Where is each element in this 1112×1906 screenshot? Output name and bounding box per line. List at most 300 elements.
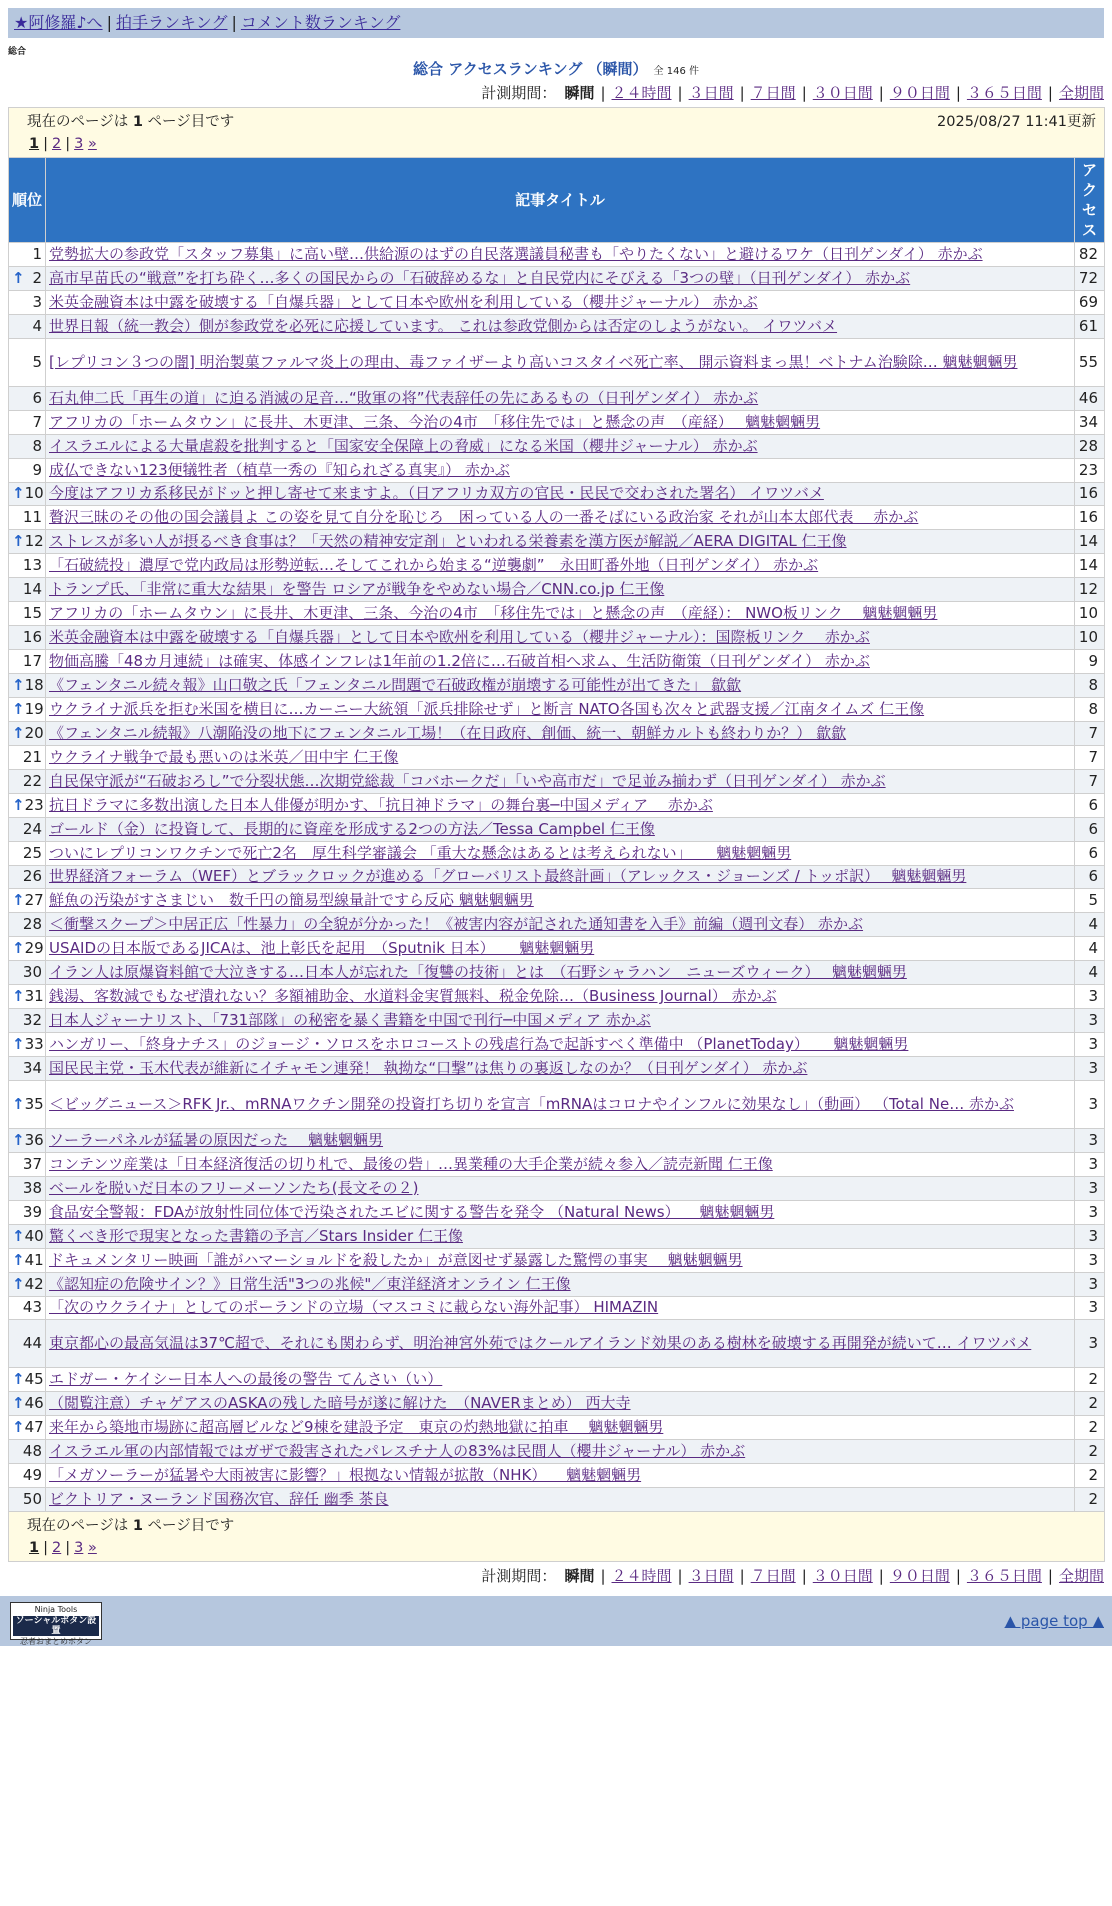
period-label: 計測期間： [481, 84, 557, 102]
article-link[interactable]: 抗日ドラマに多数出演した日本人俳優が明かす、「抗日神ドラマ」の舞台裏─中国メディア 赤かぶ [49, 795, 713, 814]
article-link[interactable]: ＜ビッグニュース＞RFK Jr.、mRNAワクチン開発の投資打ち切りを宣言「mRNAはコロナやインフルに効果なし」（動画） （Total Ne… 赤かぶ [49, 1094, 1014, 1113]
article-link[interactable]: 贅沢三昧のその他の国会議員よ この姿を見て自分を恥じろ 困っている人の一番そばにいる政治家 それが山本太郎代表 赤かぶ [49, 508, 919, 527]
access-count: 14 [1075, 530, 1105, 554]
access-count: 3 [1075, 1009, 1105, 1033]
table-row [9, 1272, 1105, 1296]
rank-cell [9, 434, 46, 458]
table-row [9, 674, 1105, 698]
period-separator: | [600, 84, 606, 102]
page-top-link[interactable]: ▲ page top ▲ [1004, 1612, 1104, 1631]
rank-cell [9, 913, 46, 937]
title-cell [46, 243, 1075, 267]
table-row [9, 865, 1105, 889]
table-row [9, 578, 1105, 602]
table-row [9, 266, 1105, 290]
access-count: 3 [1075, 985, 1105, 1009]
rank-up-arrow-icon: ↑ [12, 532, 25, 551]
ninja-tools-label: Ninja Tools [34, 1605, 78, 1615]
rank-number: 21 [22, 747, 42, 766]
rank-number: 16 [22, 628, 42, 647]
period-link[interactable]: ２４時間 [611, 84, 672, 102]
rank-cell [9, 602, 46, 626]
pager-next[interactable]: » [87, 1540, 97, 1557]
access-count: 28 [1075, 434, 1105, 458]
title-cell [46, 290, 1075, 314]
article-link[interactable]: 米英金融資本は中露を破壊する「自爆兵器」として日本や欧州を利用している（櫻井ジャーナル） 赤かぶ [49, 292, 758, 311]
period-current: 瞬間 [564, 1567, 595, 1586]
pager: 1 | 2 | 3 » [29, 1540, 97, 1557]
rank-number: 33 [24, 1035, 44, 1054]
title-cell [46, 1464, 1075, 1488]
period-link[interactable]: ３日間 [688, 84, 734, 102]
title-cell [46, 913, 1075, 937]
pager-page-3[interactable]: 3 [74, 1540, 84, 1557]
rank-up-arrow-icon: ↑ [12, 795, 25, 814]
access-count: 7 [1075, 745, 1105, 769]
rank-cell [9, 458, 46, 482]
access-count: 3 [1075, 1224, 1105, 1248]
pager-next[interactable]: » [87, 136, 97, 152]
article-link[interactable]: ゴールド（金）に投資して、長期的に資産を形成する2つの方法／Tessa Campbel 仁王像 [49, 819, 655, 838]
article-link[interactable]: 《フェンタニル続々報》山口敬之氏「フェンタニル問題で石破政権が崩壊する可能性が出てきた」 歙歙 [49, 675, 742, 694]
access-count: 14 [1075, 554, 1105, 578]
article-link[interactable]: （閲覧注意）チャゲアスのASKAの残した暗号が遂に解けた （NAVERまとめ） 西大寺 [49, 1394, 631, 1413]
period-link[interactable]: ３０日間 [812, 1567, 873, 1586]
nav-separator: | [106, 13, 112, 32]
rank-cell [9, 314, 46, 338]
ranking-heading [0, 59, 1112, 79]
rank-number: 7 [32, 412, 42, 431]
rank-cell [9, 1152, 46, 1176]
table-row [9, 530, 1105, 554]
rank-up-arrow-icon: ↑ [12, 1094, 25, 1113]
rank-number: 29 [24, 939, 44, 958]
rank-cell [9, 697, 46, 721]
title-cell [46, 1200, 1075, 1224]
rank-number: 2 [32, 268, 42, 287]
access-count: 61 [1075, 314, 1105, 338]
rank-up-arrow-icon: ↑ [12, 1226, 25, 1245]
rank-up-arrow-icon: ↑ [12, 1274, 25, 1293]
article-link[interactable]: トランプ氏、「非常に重大な結果」を警告 ロシアが戦争をやめない場合／CNN.co.jp 仁王像 [49, 580, 665, 599]
access-count: 23 [1075, 458, 1105, 482]
period-link[interactable]: ７日間 [750, 84, 796, 102]
title-cell [46, 1057, 1075, 1081]
access-count: 9 [1075, 650, 1105, 674]
period-separator: | [677, 1567, 683, 1586]
rank-cell [9, 482, 46, 506]
page-title: 総合 アクセスランキング （瞬間） [413, 60, 648, 78]
table-row [9, 1368, 1105, 1392]
comment-ranking-link[interactable]: コメント数ランキング [240, 13, 401, 32]
period-separator: | [878, 1567, 884, 1586]
rank-cell [9, 1296, 46, 1320]
page-status: 現在のページは 1 ページ目です [27, 1518, 235, 1535]
rank-cell [9, 530, 46, 554]
rank-number: 10 [24, 484, 44, 503]
rank-cell [9, 1368, 46, 1392]
rank-number: 34 [22, 1058, 42, 1077]
article-link[interactable]: [レプリコン３つの闇] 明治製菓ファルマ炎上の理由、毒ファイザーより高いコスタイベ死亡率、 開示資料まっ黒！ベトナム治験除… 魑魅魍魎男 [49, 352, 1018, 371]
rank-cell [9, 1488, 46, 1512]
article-link[interactable]: 成仏できない123便犠牲者（植草一秀の『知られざる真実』） 赤かぶ [49, 460, 510, 479]
table-row [9, 817, 1105, 841]
rank-up-arrow-icon: ↑ [12, 723, 25, 742]
rank-cell [9, 554, 46, 578]
period-link[interactable]: ３日間 [688, 1567, 734, 1586]
updated-timestamp: 2025/08/27 11:41更新 [937, 114, 1096, 130]
rank-up-arrow-icon: ↑ [12, 1130, 25, 1149]
table-row [9, 554, 1105, 578]
rank-number: 6 [32, 388, 42, 407]
article-link[interactable]: 驚くべき形で現実となった書籍の予言／Stars Insider 仁王像 [49, 1226, 463, 1245]
access-count: 6 [1075, 865, 1105, 889]
access-count: 16 [1075, 482, 1105, 506]
article-link[interactable]: 日本人ジャーナリスト、「731部隊」の秘密を暴く書籍を中国で刊行─中国メディア 赤かぶ [49, 1011, 651, 1030]
period-label: 計測期間： [481, 1567, 557, 1586]
rank-number: 23 [24, 795, 44, 814]
rank-number: 8 [32, 436, 42, 455]
access-count: 16 [1075, 506, 1105, 530]
access-count: 82 [1075, 243, 1105, 267]
table-row [9, 338, 1105, 386]
rank-cell [9, 1057, 46, 1081]
access-count: 55 [1075, 338, 1105, 386]
rank-up-arrow-icon: ↑ [12, 1250, 25, 1269]
rank-number: 30 [22, 963, 42, 982]
access-count: 10 [1075, 626, 1105, 650]
article-link[interactable]: 銭湯、客数減でもなぜ潰れない？多額補助金、水道料金実質無料、税金免除…（Business Journal） 赤かぶ [49, 987, 777, 1006]
access-count: 34 [1075, 410, 1105, 434]
title-cell [46, 410, 1075, 434]
period-separator: | [1047, 84, 1053, 102]
title-cell [46, 1176, 1075, 1200]
rank-cell [9, 889, 46, 913]
rank-cell [9, 721, 46, 745]
access-count: 3 [1075, 1128, 1105, 1152]
rank-number: 31 [24, 987, 44, 1006]
rank-up-arrow-icon: ↑ [12, 484, 25, 503]
table-row [9, 1464, 1105, 1488]
period-link[interactable]: 全期間 [1058, 84, 1104, 102]
rank-number: 20 [24, 723, 44, 742]
rank-number: 3 [32, 292, 42, 311]
table-row [9, 1176, 1105, 1200]
period-link[interactable]: ７日間 [750, 1567, 796, 1586]
table-row [9, 745, 1105, 769]
access-count: 2 [1075, 1392, 1105, 1416]
rank-number: 27 [24, 891, 44, 910]
article-link[interactable]: アフリカの「ホームタウン」に長井、木更津、三条、今治の4市 「移住先では」と懸念の声 （産経）： NWO板リンク 魑魅魍魎男 [49, 604, 938, 623]
title-cell [46, 1224, 1075, 1248]
title-cell [46, 1248, 1075, 1272]
article-link[interactable]: 高市早苗氏の“戦意”を打ち砕く…多くの国民からの「石破辞めるな」と自民党内にそびえる「3つの壁」（日刊ゲンダイ） 赤かぶ [49, 268, 911, 287]
title-cell [46, 530, 1075, 554]
table-row [9, 1392, 1105, 1416]
rank-number: 5 [32, 352, 42, 371]
period-separator: | [801, 1567, 807, 1586]
rank-cell [9, 650, 46, 674]
rank-cell [9, 817, 46, 841]
table-row [9, 1320, 1105, 1368]
article-link[interactable]: 自民保守派が“石破おろし”で分裂状態…次期党総裁「コバホークだ」「いや高市だ」で足並み揃わず（日刊ゲンダイ） 赤かぶ [49, 771, 886, 790]
article-link[interactable]: 米英金融資本は中露を破壊する「自爆兵器」として日本や欧州を利用している（櫻井ジャーナル）：国際板リンク 赤かぶ [49, 628, 870, 647]
article-link[interactable]: イスラエルによる大量虐殺を批判すると「国家安全保障上の脅威」になる米国（櫻井ジャーナル） 赤かぶ [49, 436, 758, 455]
period-link[interactable]: 全期間 [1058, 1567, 1104, 1586]
rank-cell [9, 1200, 46, 1224]
access-count: 46 [1075, 386, 1105, 410]
rank-cell [9, 626, 46, 650]
article-link[interactable]: ソーラーパネルが猛暑の原因だった 魑魅魍魎男 [49, 1130, 384, 1149]
access-count: 3 [1075, 1272, 1105, 1296]
article-link[interactable]: 来年から築地市場跡に超高層ビルなど9棟を建設予定 東京の灼熱地獄に拍車 魑魅魍魎男 [49, 1418, 664, 1437]
pager-page-2[interactable]: 2 [51, 1540, 62, 1557]
table-row [9, 1296, 1105, 1320]
table-row [9, 1488, 1105, 1512]
rank-number: 46 [24, 1394, 44, 1413]
article-link[interactable]: 「石破続投」濃厚で党内政局は形勢逆転…そしてこれから始まる“逆襲劇” 永田町番外地（日刊ゲンダイ） 赤かぶ [49, 556, 819, 575]
table-row [9, 1009, 1105, 1033]
article-link[interactable]: ビクトリア・ヌーランド国務次官、辞任 幽季 茶良 [49, 1490, 389, 1509]
pager-current: 1 [29, 1540, 40, 1557]
article-link[interactable]: 食品安全警報：FDAが放射性同位体で汚染されたエビに関する警告を発令 （Natural News） 魑魅魍魎男 [49, 1202, 775, 1221]
rank-up-arrow-icon: ↑ [12, 987, 25, 1006]
ninja-main-label: ソーシャルボタン設置 [13, 1616, 99, 1636]
article-link[interactable]: エドガー・ケイシー日本人への最後の警告 てんさい（い） [49, 1370, 443, 1389]
access-count: 7 [1075, 721, 1105, 745]
access-count: 2 [1075, 1416, 1105, 1440]
title-cell [46, 985, 1075, 1009]
title-cell [46, 1488, 1075, 1512]
article-link[interactable]: ベールを脱いだ日本のフリーメーソンたち(長文その２) [49, 1178, 419, 1197]
rank-cell [9, 338, 46, 386]
title-cell [46, 697, 1075, 721]
rank-cell [9, 674, 46, 698]
rank-cell [9, 1464, 46, 1488]
article-link[interactable]: 「次のウクライナ」としてのポーランドの立場（マスコミに載らない海外記事） HIMAZIN [49, 1298, 659, 1317]
access-count: 8 [1075, 697, 1105, 721]
rank-number: 28 [22, 915, 42, 934]
article-link[interactable]: 「メガソーラーが猛暑や大雨被害に影響？」根拠ない情報が拡散（NHK） 魑魅魍魎男 [49, 1466, 642, 1485]
title-cell [46, 1080, 1075, 1128]
rank-cell [9, 1009, 46, 1033]
title-cell [46, 1440, 1075, 1464]
pager: 1 | 2 | 3 » [29, 136, 97, 152]
title-cell [46, 1033, 1075, 1057]
access-count: 3 [1075, 1248, 1105, 1272]
rank-cell [9, 1248, 46, 1272]
title-cell [46, 721, 1075, 745]
rank-number: 42 [24, 1274, 44, 1293]
access-count: 7 [1075, 769, 1105, 793]
article-link[interactable]: イスラエル軍の内部情報ではガザで殺害されたパレスチナ人の83%は民間人（櫻井ジャーナル） 赤かぶ [49, 1442, 746, 1461]
access-count: 3 [1075, 1033, 1105, 1057]
access-count: 10 [1075, 602, 1105, 626]
clap-ranking-link[interactable]: 拍手ランキング [115, 13, 228, 32]
rank-number: 47 [24, 1418, 44, 1437]
rank-number: 18 [24, 675, 44, 694]
period-link[interactable]: ３６５日間 [966, 1567, 1042, 1586]
article-link[interactable]: USAIDの日本版であるJICAは、池上彰氏を起用 （Sputnik 日本） 魑魅魍魎男 [49, 939, 595, 958]
rank-column-header: 順位 [9, 158, 46, 243]
rank-number: 37 [22, 1154, 42, 1173]
access-count: 3 [1075, 1296, 1105, 1320]
table-row [9, 1200, 1105, 1224]
period-separator: | [677, 84, 683, 102]
rank-up-arrow-icon: ↑ [12, 675, 25, 694]
title-cell [46, 506, 1075, 530]
period-separator: | [878, 84, 884, 102]
access-count: 3 [1075, 1320, 1105, 1368]
period-current: 瞬間 [564, 84, 595, 102]
access-count: 6 [1075, 817, 1105, 841]
article-link[interactable]: ハンガリー、「終身ナチス」のジョージ・ソロスをホロコーストの残虐行為で起訴すべく準備中 （PlanetToday） 魑魅魍魎男 [49, 1035, 909, 1054]
title-cell [46, 769, 1075, 793]
article-link[interactable]: 《認知症の危険サイン？》日常生活"3つの兆候"／東洋経済オンライン 仁王像 [49, 1274, 571, 1293]
rank-number: 24 [22, 819, 42, 838]
title-cell [46, 626, 1075, 650]
rank-cell [9, 1392, 46, 1416]
table-row [9, 290, 1105, 314]
table-row [9, 721, 1105, 745]
period-link[interactable]: ３６５日間 [966, 84, 1042, 102]
rank-up-arrow-icon: ↑ [12, 699, 25, 718]
access-count: 3 [1075, 1080, 1105, 1128]
rank-cell [9, 1176, 46, 1200]
title-cell [46, 266, 1075, 290]
table-row [9, 1416, 1105, 1440]
ninja-sub-label: 忍者おまとめボタン [20, 1637, 92, 1647]
rank-up-arrow-icon: ↑ [12, 1035, 25, 1054]
page-info-footer [9, 1512, 1105, 1562]
article-link[interactable]: 世界経済フォーラム（WEF）とブラックロックが進める「グローバリスト最終計画」（アレックス・ジョーンズ / トッポ訳） 魑魅魍魎男 [49, 867, 967, 886]
rank-cell [9, 506, 46, 530]
access-count: 5 [1075, 889, 1105, 913]
period-selector [0, 82, 1104, 104]
pager-current: 1 [29, 136, 40, 152]
table-row [9, 314, 1105, 338]
rank-cell [9, 1224, 46, 1248]
rank-up-arrow-icon: ↑ [12, 939, 25, 958]
rank-number: 4 [32, 316, 42, 335]
rank-number: 25 [22, 843, 42, 862]
article-link[interactable]: 《フェンタニル続報》八潮陥没の地下にフェンタニル工場！（在日政府、創価、統一、朝鮮カルトも終わりか？） 歙歙 [49, 723, 847, 742]
ninja-tools-badge[interactable] [10, 1602, 102, 1647]
table-row [9, 434, 1105, 458]
period-link[interactable]: ９０日間 [889, 1567, 950, 1586]
title-column-header: 記事タイトル [46, 158, 1075, 243]
title-cell [46, 865, 1075, 889]
table-row [9, 410, 1105, 434]
article-link[interactable]: 鮮魚の汚染がすさまじい 数千円の簡易型線量計ですら反応 魑魅魍魎男 [49, 891, 534, 910]
article-link[interactable]: 石丸伸二氏「再生の道」に迫る消滅の足音…“敗軍の将”代表辞任の先にあるもの（日刊ゲンダイ） 赤かぶ [49, 388, 759, 407]
rank-cell [9, 793, 46, 817]
pager-page-3[interactable]: 3 [74, 136, 84, 152]
period-link[interactable]: ３０日間 [812, 84, 873, 102]
title-cell [46, 338, 1075, 386]
access-count: 3 [1075, 1057, 1105, 1081]
page-status: 現在のページは 1 ページ目です [27, 114, 235, 130]
period-separator: | [600, 1567, 606, 1586]
table-row [9, 841, 1105, 865]
table-row [9, 650, 1105, 674]
rank-up-arrow-icon: ↑ [12, 891, 25, 910]
rank-number: 44 [22, 1334, 42, 1353]
rank-number: 12 [24, 532, 44, 551]
title-cell [46, 650, 1075, 674]
table-row [9, 1224, 1105, 1248]
article-link[interactable]: コンテンツ産業は「日本経済復活の切り札で、最後の砦」…異業種の大手企業が続々参入／読売新聞 仁王像 [49, 1154, 773, 1173]
table-row [9, 1440, 1105, 1464]
rank-number: 49 [22, 1466, 42, 1485]
period-link[interactable]: ９０日間 [889, 84, 950, 102]
article-link[interactable]: ウクライナ派兵を拒む米国を横目に…カーニー大統領「派兵排除せず」と断言 NATO各国も次々と武器支援／江南タイムズ 仁王像 [49, 699, 925, 718]
rank-number: 50 [22, 1490, 42, 1509]
rank-number: 48 [22, 1442, 42, 1461]
article-link[interactable]: ドキュメンタリー映画「誰がハマーショルドを殺したか」が意図せず暴露した驚愕の事実 魑魅魍魎男 [49, 1250, 743, 1269]
rank-cell [9, 961, 46, 985]
article-link[interactable]: 党勢拡大の参政党「スタッフ募集」に高い壁…供給源のはずの自民落選議員秘書も「やりたくない」と避けるワケ（日刊ゲンダイ） 赤かぶ [49, 244, 983, 263]
period-link[interactable]: ２４時間 [611, 1567, 672, 1586]
title-cell [46, 1152, 1075, 1176]
rank-number: 14 [22, 580, 42, 599]
article-link[interactable]: アフリカの「ホームタウン」に長井、木更津、三条、今治の4市 「移住先では」と懸念の声 （産経） 魑魅魍魎男 [49, 412, 821, 431]
pager-page-2[interactable]: 2 [51, 136, 62, 152]
article-link[interactable]: ついにレプリコンワクチンで死亡2名 厚生科学審議会 「重大な懸念はあるとは考えられない」 魑魅魍魎男 [49, 843, 792, 862]
nav-separator: | [231, 13, 237, 32]
rank-cell [9, 841, 46, 865]
rank-number: 15 [22, 604, 42, 623]
table-row [9, 889, 1105, 913]
title-cell [46, 386, 1075, 410]
table-row [9, 458, 1105, 482]
article-link[interactable]: ストレスが多い人が摂るべき食事は？「天然の精神安定剤」といわれる栄養素を漢方医が解説／AERA DIGITAL 仁王像 [49, 532, 847, 551]
rank-up-arrow-icon: ↑ [12, 1394, 25, 1413]
period-separator: | [739, 84, 745, 102]
table-row [9, 1033, 1105, 1057]
article-link[interactable]: 今度はアフリカ系移民がドッと押し寄せて来ますよ。（日アフリカ双方の官民・民民で交わされた署名） イワツバメ [49, 484, 824, 503]
article-link[interactable]: 世界日報（統一教会）側が参政党を必死に応援しています。 これは参政党側からは否定のしようがない。 イワツバメ [49, 316, 838, 335]
article-link[interactable]: 国民民主党・玉木代表が維新にイチャモン連発！ 執拗な“口撃”は焦りの裏返しなのか？（日刊ゲンダイ） 赤かぶ [49, 1058, 808, 1077]
rank-up-arrow-icon: ↑ [12, 268, 25, 287]
rank-cell [9, 1272, 46, 1296]
title-cell [46, 1296, 1075, 1320]
article-link[interactable]: ＜衝撃スクープ＞中居正広「性暴力」の全貌が分かった！《被害内容が記された通知書を入手》前編（週刊文春） 赤かぶ [49, 915, 864, 934]
rank-cell [9, 1440, 46, 1464]
title-cell [46, 745, 1075, 769]
title-cell [46, 937, 1075, 961]
rank-cell [9, 1416, 46, 1440]
rank-number: 38 [22, 1178, 42, 1197]
article-link[interactable]: イラン人は原爆資料館で大泣きする…日本人が忘れた「復讐の技術」とは （石野シャラハン ニューズウィーク） 魑魅魍魎男 [49, 963, 907, 982]
article-link[interactable]: 物価高騰「48カ月連続」は確実、体感インフレは1年前の1.2倍に…石破首相へ求ム、生活防衛策（日刊ゲンダイ） 赤かぶ [49, 652, 870, 671]
article-link[interactable]: 東京都心の最高気温は37℃超で、それにも関わらず、明治神宮外苑ではクールアイランド効果のある樹林を破壊する再開発が続いて… イワツバメ [49, 1334, 1032, 1353]
access-column-header: アクセス [1075, 158, 1105, 243]
period-separator: | [955, 1567, 961, 1586]
title-cell [46, 1009, 1075, 1033]
home-link[interactable]: ★阿修羅♪へ [14, 13, 103, 32]
access-count: 69 [1075, 290, 1105, 314]
table-row [9, 506, 1105, 530]
table-row [9, 386, 1105, 410]
top-nav-bar [8, 8, 1104, 38]
table-row [9, 793, 1105, 817]
table-row [9, 1248, 1105, 1272]
ranking-table [8, 107, 1105, 1562]
period-separator: | [955, 84, 961, 102]
title-cell [46, 817, 1075, 841]
article-link[interactable]: ウクライナ戦争で最も悪いのは米英／田中宇 仁王像 [49, 747, 399, 766]
